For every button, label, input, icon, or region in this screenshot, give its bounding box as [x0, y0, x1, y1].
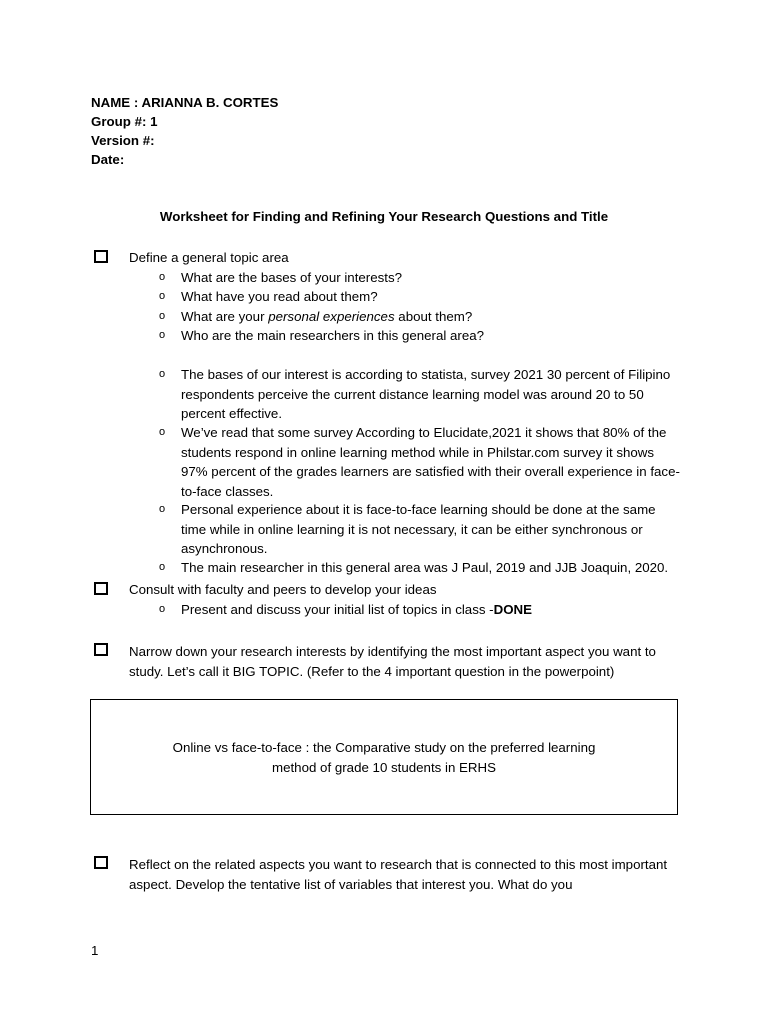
worksheet-title: Worksheet for Finding and Refining Your Research Questions and Title: [159, 209, 609, 224]
question-item: What are the bases of your interests?: [181, 270, 402, 285]
task1-label: Define a general topic area: [129, 250, 289, 265]
big-topic-line: Online vs face-to-face : the Comparative study on the preferred learning: [172, 740, 596, 755]
student-name: NAME : ARIANNA B. CORTES: [91, 95, 279, 110]
answer-item: The main researcher in this general area was J Paul, 2019 and JJB Joaquin, 2020.: [181, 560, 669, 575]
question-text: What are your: [181, 309, 269, 324]
page-number: 1: [91, 943, 99, 958]
bullet-icon: o: [159, 561, 166, 573]
date-field: Date:: [91, 152, 125, 167]
bullet-icon: o: [159, 603, 166, 615]
answer-item: Personal experience about it is face-to-face learning should be done at the same time while in online learning it is not necessary, it can be either synchronous or asynchronous.: [181, 502, 656, 556]
task3-text: Narrow down your research interests by identifying the most important aspect you want to study. Let’s call it BIG TOPIC. (Refer to the 4 important question in the powerpoint): [129, 644, 656, 679]
question-item: What have you read about them?: [181, 289, 378, 304]
bullet-icon: o: [159, 310, 166, 322]
bullet-icon: o: [159, 271, 166, 283]
task2-label: Consult with faculty and peers to develop your ideas: [129, 582, 437, 597]
bullet-icon: o: [159, 426, 166, 438]
question-item-personal: [181, 307, 472, 327]
question-text: about them?: [394, 309, 473, 324]
task3-checkbox-icon: [94, 643, 108, 656]
answer-item: The bases of our interest is according to statista, survey 2021 30 percent of Filipino respondents perceive the current distance learning model was around 20 to 50 percent effective.: [181, 367, 671, 421]
bullet-icon: o: [159, 329, 166, 341]
bullet-icon: o: [159, 290, 166, 302]
subitem-text: Present and discuss your initial list of topics in class -: [181, 602, 494, 617]
done-label: DONE: [493, 602, 533, 617]
bullet-icon: o: [159, 503, 166, 515]
version-number: Version #:: [91, 133, 155, 148]
bullet-icon: o: [159, 368, 166, 380]
answer-item: We’ve read that some survey According to Elucidate,2021 it shows that 80% of the students respond in online learning method while in Philstar.com survey it shows 97% percent of the grades learners are satisfied with their overall experience in face-to-face classes.: [181, 425, 680, 499]
task2-subitem: [181, 600, 532, 620]
task1-checkbox-icon: [94, 250, 108, 263]
task4-checkbox-icon: [94, 856, 108, 869]
group-number: Group #: 1: [91, 114, 158, 129]
task4-text: Reflect on the related aspects you want to research that is connected to this most important aspect. Develop the tentative list of variables that interest you. What do you: [129, 857, 668, 892]
task2-checkbox-icon: [94, 582, 108, 595]
big-topic-box: [90, 699, 678, 815]
big-topic-text: [91, 738, 677, 777]
big-topic-line: method of grade 10 students in ERHS: [272, 759, 496, 775]
question-item: Who are the main researchers in this general area?: [181, 328, 485, 343]
question-emphasis: personal experiences: [268, 309, 395, 324]
